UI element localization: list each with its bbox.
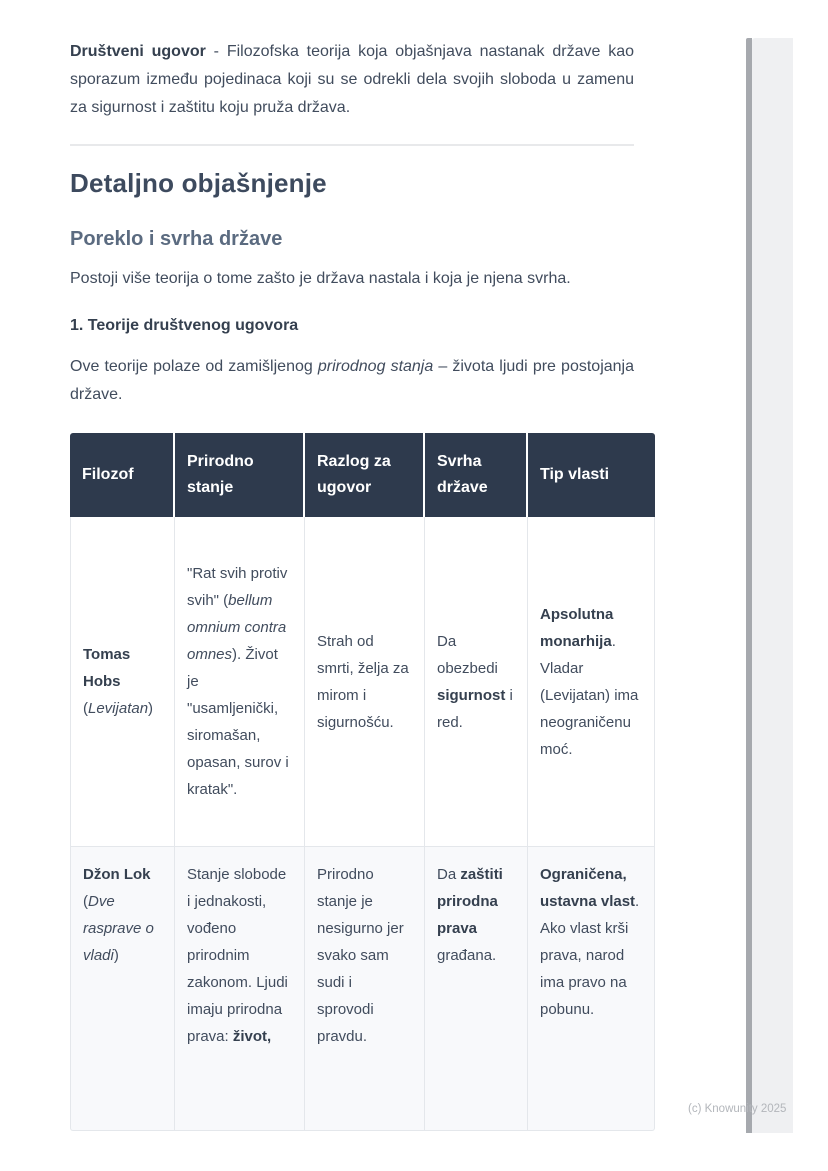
copyright-watermark: (c) Knowunity 2025 bbox=[688, 1103, 787, 1115]
table-row-hobs bbox=[70, 517, 655, 847]
column-header-svrha-drzave: Svrha države bbox=[425, 433, 528, 517]
table-cell-philosopher bbox=[70, 847, 175, 1131]
table-cell-government-type bbox=[528, 517, 655, 847]
text-segment: Prirodno stanje je nesigurno jer svako sam sudi i sprovodi pravdu. bbox=[317, 866, 404, 1045]
text-segment: građana. bbox=[437, 947, 497, 964]
text-segment: Da obezbedi bbox=[437, 632, 498, 677]
table-cell-government-type bbox=[528, 847, 655, 1131]
text-segment: Društveni ugovor bbox=[70, 43, 206, 60]
text-segment: – života ljudi pre postojanja države. bbox=[70, 358, 634, 403]
table-cell-philosopher bbox=[70, 517, 175, 847]
text-segment: "Rat svih protiv svih" ( bbox=[187, 565, 288, 609]
text-segment: Džon Lok bbox=[83, 866, 151, 883]
text-segment: Stanje slobode i jednakosti, vođeno prirodnim zakonom. Ljudi imaju prirodna prava: bbox=[187, 866, 288, 1045]
page-content bbox=[70, 0, 655, 1131]
theory-paragraph bbox=[70, 353, 634, 409]
text-segment: - Filozofska teorija koja objašnjava nastanak države kao sporazum između pojedinaca koji su se odrekli dela svojih sloboda u zamenu za sigurnost i zaštitu koju pruža država. bbox=[70, 43, 634, 116]
section-title: Detaljno objašnjenje bbox=[70, 168, 327, 198]
table-header bbox=[70, 433, 655, 517]
text-segment: Apsolutna monarhija bbox=[540, 605, 614, 650]
text-segment: ). Život je "usamljenički, siromašan, opasan, surov i kratak". bbox=[187, 646, 289, 798]
text-segment: . Vladar (Levijatan) ima neograničenu moć. bbox=[540, 632, 639, 758]
text-segment: Da bbox=[437, 866, 461, 883]
definition-paragraph bbox=[70, 38, 634, 122]
table-row-lok bbox=[70, 847, 655, 1131]
text-segment: i red. bbox=[437, 686, 513, 731]
next-page-edge bbox=[752, 38, 793, 1133]
subsection-title: Poreklo i svrha države bbox=[70, 228, 283, 250]
text-segment: Tomas Hobs bbox=[83, 646, 131, 690]
table-body bbox=[70, 517, 655, 1131]
text-segment: Ograničena, ustavna vlast bbox=[540, 866, 636, 910]
table-cell-natural-state bbox=[175, 517, 305, 847]
text-segment: sigurnost bbox=[437, 686, 506, 704]
column-header-filozof: Filozof bbox=[70, 433, 175, 517]
table-cell-natural-state bbox=[175, 847, 305, 1131]
text-segment: ( bbox=[83, 700, 88, 717]
text-segment: ( bbox=[83, 893, 88, 910]
text-segment: Levijatan bbox=[88, 700, 149, 717]
table-header-row bbox=[70, 433, 655, 517]
table-cell-state-purpose bbox=[425, 517, 528, 847]
text-segment: prirodnog stanja bbox=[317, 358, 434, 375]
column-header-razlog-za-ugovor: Razlog za ugovor bbox=[305, 433, 425, 517]
table-cell-state-purpose bbox=[425, 847, 528, 1131]
text-segment: ) bbox=[148, 700, 154, 717]
intro-paragraph: Postoji više teorija o tome zašto je država nastala i koja je njena svrha. bbox=[70, 270, 571, 287]
section-divider bbox=[70, 144, 634, 146]
page-edge-shadow-bar bbox=[746, 38, 752, 1133]
text-segment: život, bbox=[232, 1028, 272, 1045]
text-segment: . Ako vlast krši prava, narod ima pravo na pobunu. bbox=[540, 893, 640, 1018]
text-segment: bellum omnium contra omnes bbox=[187, 592, 287, 663]
text-segment: Strah od smrti, želja za mirom i sigurnošću. bbox=[317, 632, 409, 731]
philosophers-table bbox=[70, 433, 655, 1131]
text-segment: zaštiti prirodna prava bbox=[437, 866, 503, 937]
table-cell-contract-reason bbox=[305, 517, 425, 847]
text-segment: ) bbox=[113, 947, 119, 964]
column-header-tip-vlasti: Tip vlasti bbox=[528, 433, 655, 517]
text-segment: Ove teorije polaze od zamišljenog bbox=[70, 358, 318, 375]
list-heading: 1. Teorije društvenog ugovora bbox=[70, 317, 299, 334]
table-cell-contract-reason bbox=[305, 847, 425, 1131]
column-header-prirodno-stanje: Prirodno stanje bbox=[175, 433, 305, 517]
text-segment: Dve rasprave o vladi bbox=[83, 893, 154, 964]
